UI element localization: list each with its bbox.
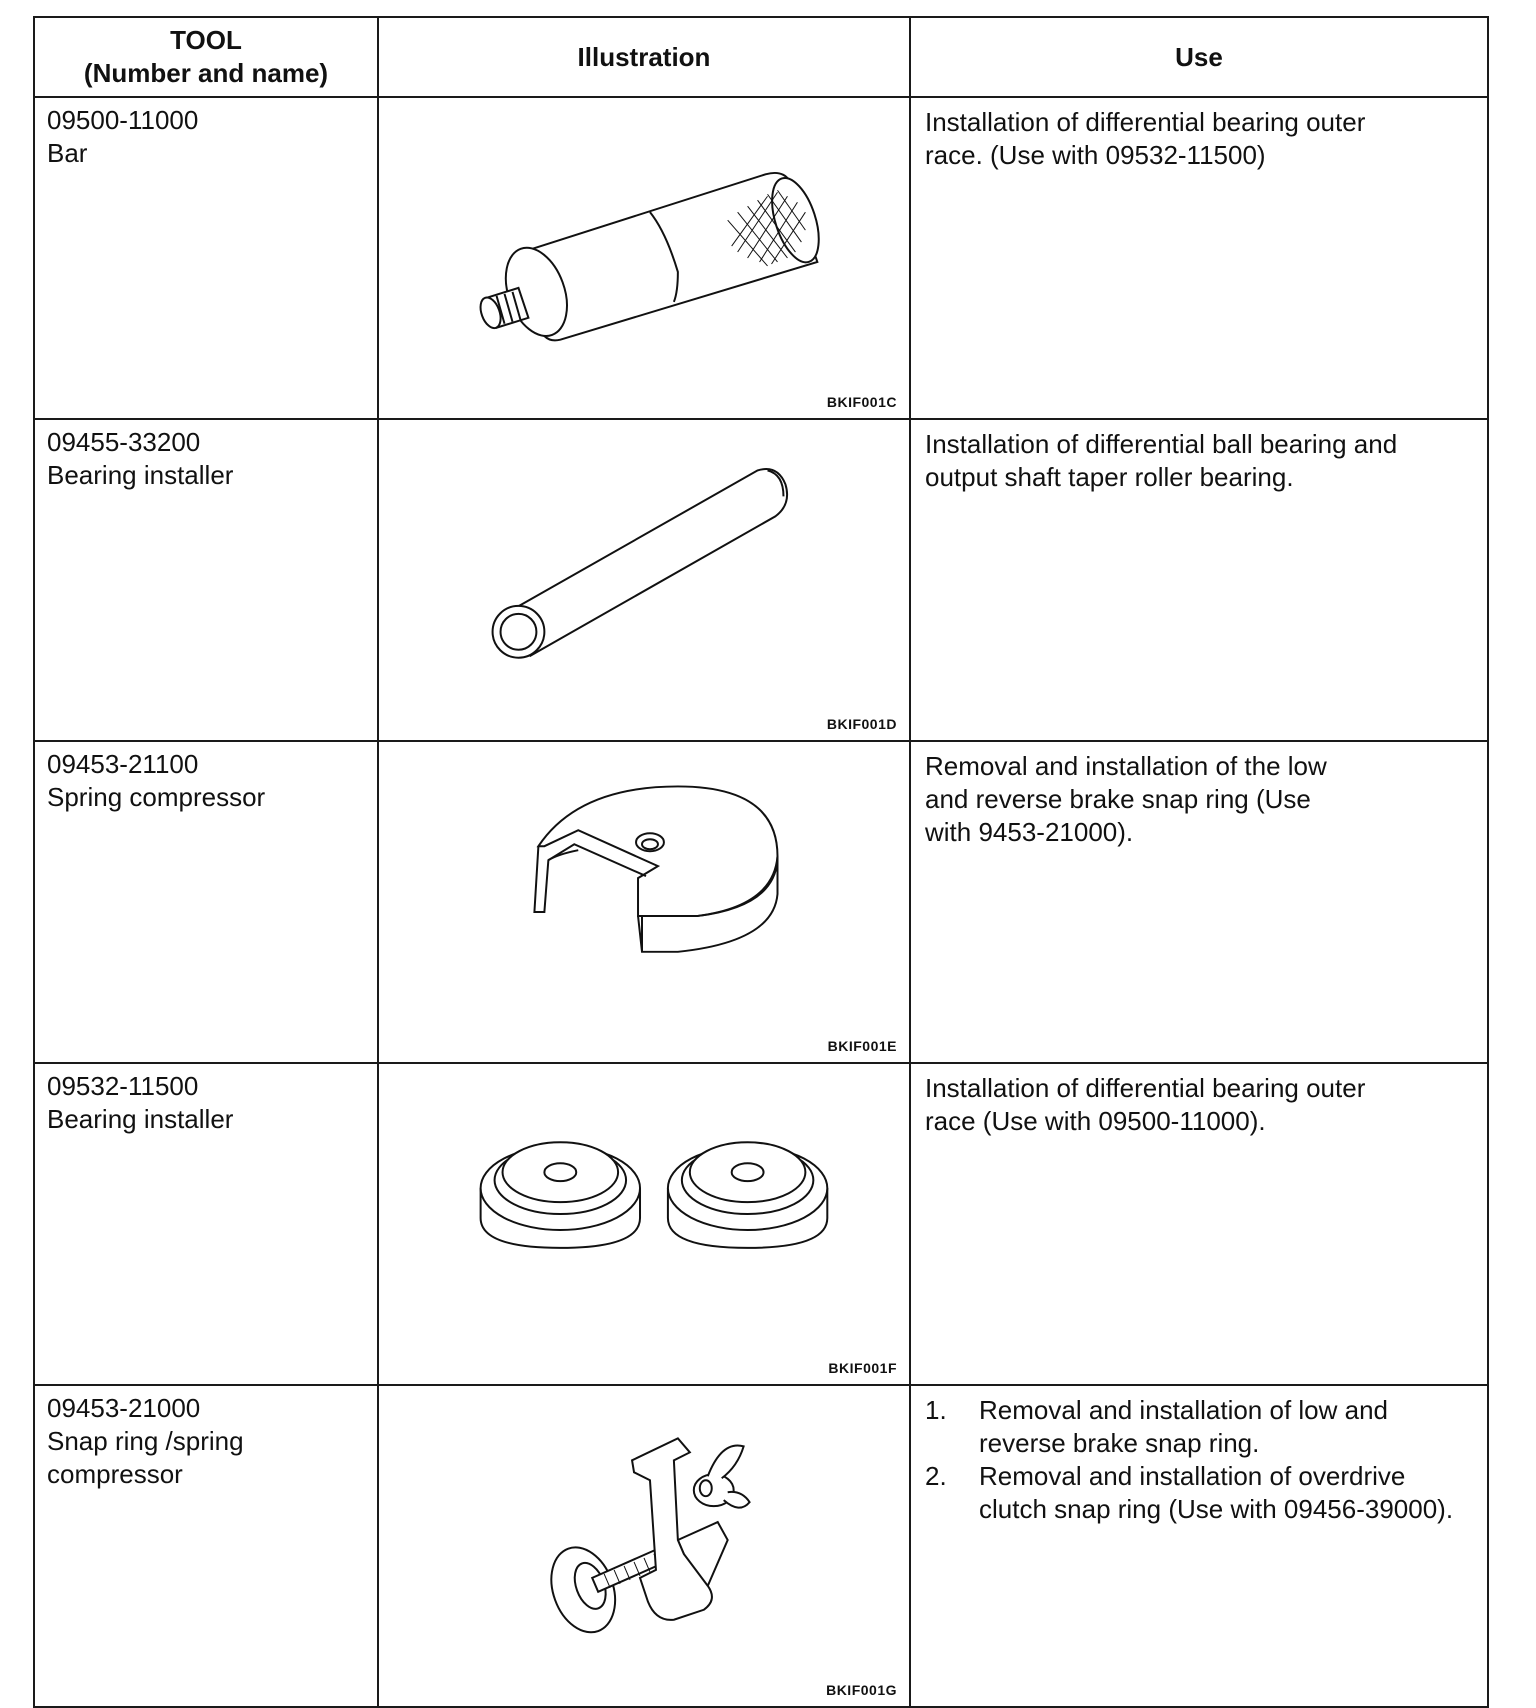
tool-name: Snap ring /spring: [47, 1426, 244, 1456]
tool-number: 09455-33200: [47, 427, 201, 457]
use-line: race (Use with 09500-11000).: [925, 1106, 1266, 1136]
illustration-code: BKIF001D: [826, 716, 897, 732]
use-cell: [910, 419, 1488, 741]
list-item: [925, 1460, 1473, 1526]
use-line: output shaft taper roller bearing.: [925, 462, 1294, 492]
tool-column-header: [34, 17, 378, 97]
special-tools-table: [33, 16, 1489, 1708]
tool-cell: [34, 419, 378, 741]
tool-number: 09500-11000: [47, 105, 199, 135]
use-line: race. (Use with 09532-11500): [925, 140, 1266, 170]
table-row: [34, 1385, 1488, 1707]
use-line: Removal and installation of low and: [979, 1395, 1389, 1425]
spring-compressor-icon: [379, 742, 909, 1062]
tool-cell: [34, 1385, 378, 1707]
use-column-header: Use: [910, 17, 1488, 97]
tool-name: Spring compressor: [47, 782, 266, 812]
illustration-code: BKIF001F: [828, 1360, 897, 1376]
bearing-installer-discs-icon: [379, 1064, 909, 1384]
tool-cell: [34, 97, 378, 419]
list-number: 1.: [925, 1395, 947, 1425]
use-line: Removal and installation of overdrive: [979, 1461, 1406, 1491]
table-row: [34, 419, 1488, 741]
tool-cell: [34, 1063, 378, 1385]
use-line: Installation of differential bearing outer: [925, 107, 1366, 137]
use-cell: [910, 1063, 1488, 1385]
use-line: with 9453-21000).: [925, 817, 1134, 847]
illustration-cell: [378, 741, 910, 1063]
bearing-installer-tube-icon: [379, 420, 909, 740]
use-line: reverse brake snap ring.: [979, 1428, 1260, 1458]
list-number: 2.: [925, 1461, 947, 1491]
illustration-code: BKIF001G: [826, 1682, 897, 1698]
tool-name: Bar: [47, 138, 88, 168]
snap-ring-compressor-icon: [379, 1386, 909, 1706]
tool-header-line1: TOOL: [170, 25, 242, 55]
table-row: [34, 741, 1488, 1063]
illustration-cell: [378, 1063, 910, 1385]
illustration-cell: [378, 419, 910, 741]
tool-name: Bearing installer: [47, 1104, 234, 1134]
use-line: Removal and installation of the low: [925, 751, 1327, 781]
list-item: [925, 1394, 1473, 1460]
table-row: [34, 1063, 1488, 1385]
use-cell: [910, 741, 1488, 1063]
bar-tool-icon: [379, 98, 909, 418]
use-line: clutch snap ring (Use with 09456-39000).: [979, 1494, 1454, 1524]
use-line: Installation of differential ball bearing and: [925, 429, 1398, 459]
illustration-column-header: Illustration: [378, 17, 910, 97]
header-row: [34, 17, 1488, 97]
tool-number: 09453-21000: [47, 1393, 201, 1423]
tool-header-line2: (Number and name): [83, 58, 329, 88]
tool-name: compressor: [47, 1459, 183, 1489]
use-list: [925, 1394, 1473, 1526]
use-cell: [910, 97, 1488, 419]
use-line: and reverse brake snap ring (Use: [925, 784, 1311, 814]
use-cell: [910, 1385, 1488, 1707]
tool-name: Bearing installer: [47, 460, 234, 490]
table-row: [34, 97, 1488, 419]
tool-cell: [34, 741, 378, 1063]
illustration-code: BKIF001C: [826, 394, 897, 410]
use-line: Installation of differential bearing outer: [925, 1073, 1366, 1103]
tool-number: 09532-11500: [47, 1071, 199, 1101]
illustration-cell: [378, 97, 910, 419]
tool-number: 09453-21100: [47, 749, 199, 779]
illustration-cell: [378, 1385, 910, 1707]
illustration-code: BKIF001E: [827, 1038, 897, 1054]
